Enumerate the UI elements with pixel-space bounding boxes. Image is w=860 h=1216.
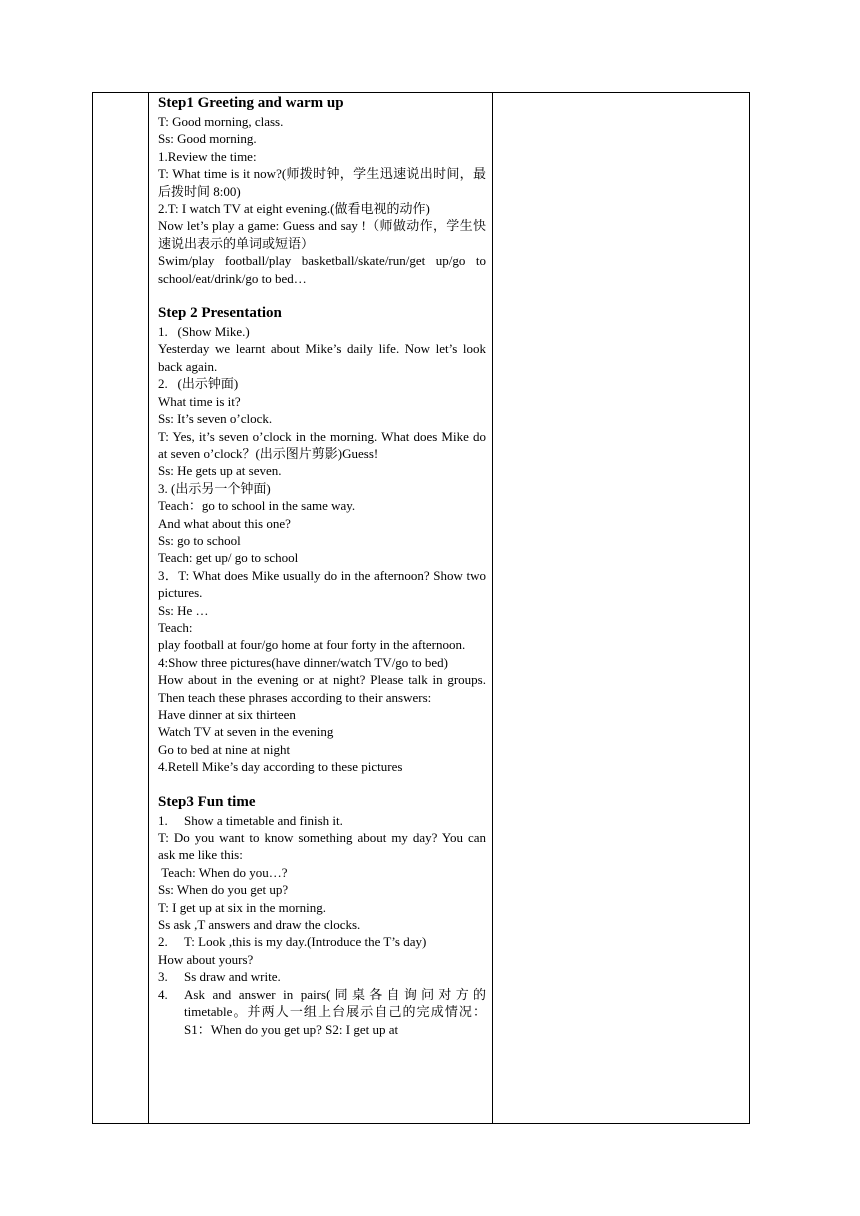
table-divider-1 bbox=[148, 92, 149, 1124]
step2-heading: Step 2 Presentation bbox=[158, 305, 282, 322]
step1-line: 2.T: I watch TV at eight evening.(做看电视的动作) bbox=[158, 201, 430, 217]
step2-line: Yesterday we learnt about Mike’s daily life. Now let’s look back again. bbox=[158, 341, 486, 374]
step3-line: Teach: When do you…? bbox=[158, 864, 288, 880]
step1-line: T: Good morning, class. bbox=[158, 114, 284, 129]
step3-list-item bbox=[158, 812, 486, 829]
step1-line: Ss: Good morning. bbox=[158, 131, 257, 147]
list-text: Show a timetable and finish it. bbox=[184, 812, 343, 828]
step3-list-item bbox=[158, 968, 486, 985]
table-border-top bbox=[92, 92, 750, 93]
step2-line: 4:Show three pictures(have dinner/watch TV/go to bed) bbox=[158, 654, 449, 670]
step3-line: T: I get up at six in the morning. bbox=[158, 899, 326, 915]
list-number: 4. bbox=[158, 986, 168, 1002]
list-text: Ask and answer in pairs(同桌各自询问对方的timetable。并两人一组上台展示自己的完成情况：S1：When do you get up? S2: I get up at bbox=[184, 986, 486, 1037]
spacer bbox=[158, 776, 486, 793]
step2-line: Watch TV at seven in the evening bbox=[158, 724, 334, 740]
step2-line: Teach: bbox=[158, 619, 193, 635]
step2-line: Ss: He … bbox=[158, 602, 209, 618]
step2-line: Teach：go to school in the same way. bbox=[158, 498, 356, 514]
step2-line: 3．T: What does Mike usually do in the afternoon? Show two pictures. bbox=[158, 567, 486, 601]
step2-line: T: Yes, it’s seven o’clock in the morning. What does Mike do at seven o’clock？(出示图片剪影)Guess! bbox=[158, 428, 486, 461]
table-divider-2 bbox=[492, 92, 493, 1124]
step2-line: 3. (出示另一个钟面) bbox=[158, 480, 271, 496]
step3-line: T: Do you want to know something about my day? You can ask me like this: bbox=[158, 830, 486, 863]
step2-line: Ss: He gets up at seven. bbox=[158, 463, 282, 479]
step2-line: How about in the evening or at night? Please talk in groups. Then teach these phrases according to their answers: bbox=[158, 672, 486, 705]
spacer bbox=[158, 287, 486, 304]
step1-line: 1.Review the time: bbox=[158, 148, 257, 164]
step2-line: Ss: go to school bbox=[158, 532, 241, 548]
list-number: 1. bbox=[158, 812, 168, 828]
list-number: 3. bbox=[158, 969, 168, 985]
step3-line: Ss ask ,T answers and draw the clocks. bbox=[158, 917, 361, 933]
step2-line: 1. (Show Mike.) bbox=[158, 324, 250, 340]
step2-line: And what about this one? bbox=[158, 515, 291, 531]
step2-line: 2. (出示钟面) bbox=[158, 376, 239, 392]
step3-heading: Step3 Fun time bbox=[158, 793, 256, 810]
step3-line: How about yours? bbox=[158, 951, 254, 967]
step2-line: Go to bed at nine at night bbox=[158, 741, 291, 757]
step1-heading: Step1 Greeting and warm up bbox=[158, 95, 344, 111]
step1-line: Now let’s play a game: Guess and say !（师做动作，学生快速说出表示的单词或短语） bbox=[158, 218, 486, 251]
step2-line: Teach: get up/ go to school bbox=[158, 550, 299, 566]
step2-line: Have dinner at six thirteen bbox=[158, 707, 296, 722]
step2-line: What time is it? bbox=[158, 393, 241, 409]
list-number: 2. bbox=[158, 934, 168, 950]
table-border-bottom bbox=[92, 1123, 750, 1124]
list-text: T: Look ,this is my day.(Introduce the T’s day) bbox=[184, 934, 427, 950]
step1-line: Swim/play football/play basketball/skate/run/get up/go to school/eat/drink/go to bed… bbox=[158, 253, 486, 286]
lesson-content bbox=[158, 94, 486, 1122]
step2-line: play football at four/go home at four forty in the afternoon. bbox=[158, 637, 466, 653]
step1-line: T: What time is it now?(师拨时钟，学生迅速说出时间，最后拨时间 8:00) bbox=[158, 166, 486, 199]
list-text: Ss draw and write. bbox=[184, 969, 281, 985]
step2-line: 4.Retell Mike’s day according to these pictures bbox=[158, 759, 403, 775]
step2-line: Ss: It’s seven o’clock. bbox=[158, 411, 273, 427]
step3-list-item bbox=[158, 986, 486, 1038]
step3-list-item bbox=[158, 933, 486, 950]
table-border-left bbox=[92, 92, 93, 1124]
table-border-right bbox=[749, 92, 750, 1124]
step3-line: Ss: When do you get up? bbox=[158, 882, 289, 898]
